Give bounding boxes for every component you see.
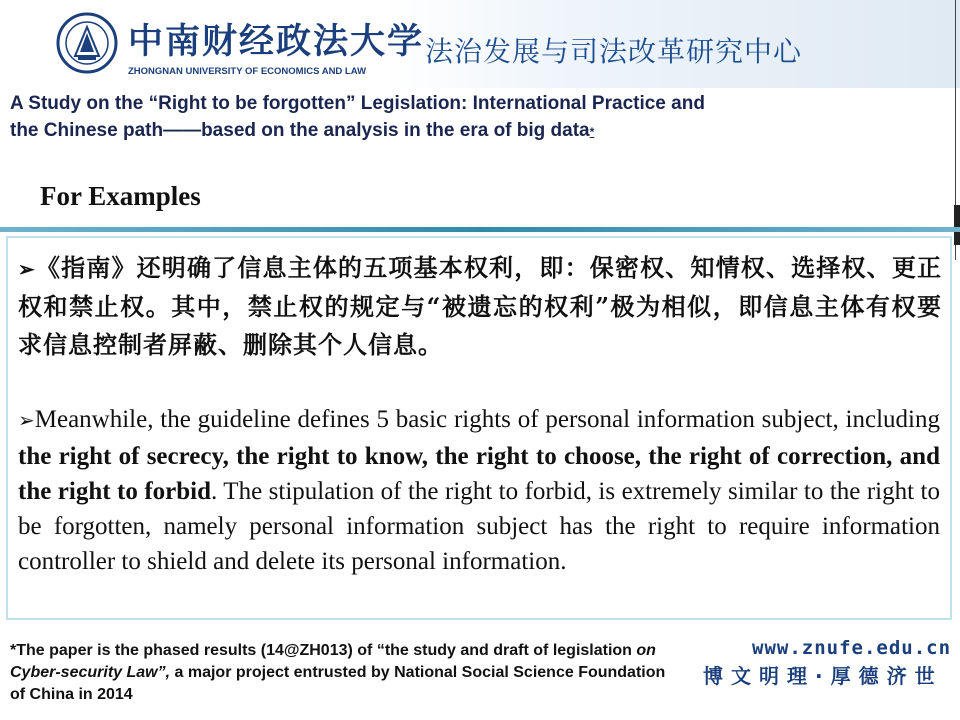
section-divider [0,227,960,232]
arrow-bullet-icon: ➢ [18,410,35,432]
footnote-text-1: The paper is the phased results (14@ZH013) of “the study and draft of legislation [16,642,637,659]
footnote-marker: * [10,642,17,659]
bullet-en-text-1: Meanwhile, the guideline defines 5 basic rights of personal information subject, including [34,406,940,433]
university-seal-icon [56,12,118,74]
footnote-law-name: on Cyber-security Law”, [10,642,656,681]
paper-title-line-2-text: the Chinese path——based on the analysis in the era of big data [10,120,590,141]
footnote [10,640,670,706]
bullet-cn-text: 《指南》还明确了信息主体的五项基本权利，即：保密权、知情权、选择权、更正权和禁止权。其中，禁止权的规定与“被遗忘的权利”极为相似，即信息主体有权要求信息控制者屏蔽、删除其个人信息。 [18,253,942,359]
bullet-cn [18,249,942,364]
bullet-en-text-2: . The stipulation of the right to forbid, is extremely similar to the right to be forgotten, namely personal information subject has the right to require information controller to shield and delete its personal information. [18,478,940,575]
bullet-en-rights-list: the right of secrecy, the right to know, the right to choose, the right of correction, and the right to forbid [18,443,940,505]
footnote-text-2: a major project entrusted by National Social Science Foundation of China in 2014 [10,664,666,703]
paper-title [10,90,940,146]
research-center-name: 法治发展与司法改革研究中心 [425,35,803,68]
arrow-bullet-icon: ➢ [18,257,36,281]
university-name-en: ZHONGNAN UNIVERSITY OF ECONOMICS AND LAW [128,66,367,77]
section-heading: For Examples [40,181,201,211]
paper-title-line-2 [10,117,940,146]
bullet-en [18,402,940,579]
university-motto: 博文明理·厚德济世 [703,664,943,688]
slide-edge-marker [954,205,960,245]
footnote-reference: * [589,125,595,139]
website-url: www.znufe.edu.cn [752,637,952,659]
paper-title-line-1: A Study on the “Right to be forgotten” Legislation: International Practice and [10,93,705,114]
university-name-cn: 中南财经政法大学 [128,21,425,62]
